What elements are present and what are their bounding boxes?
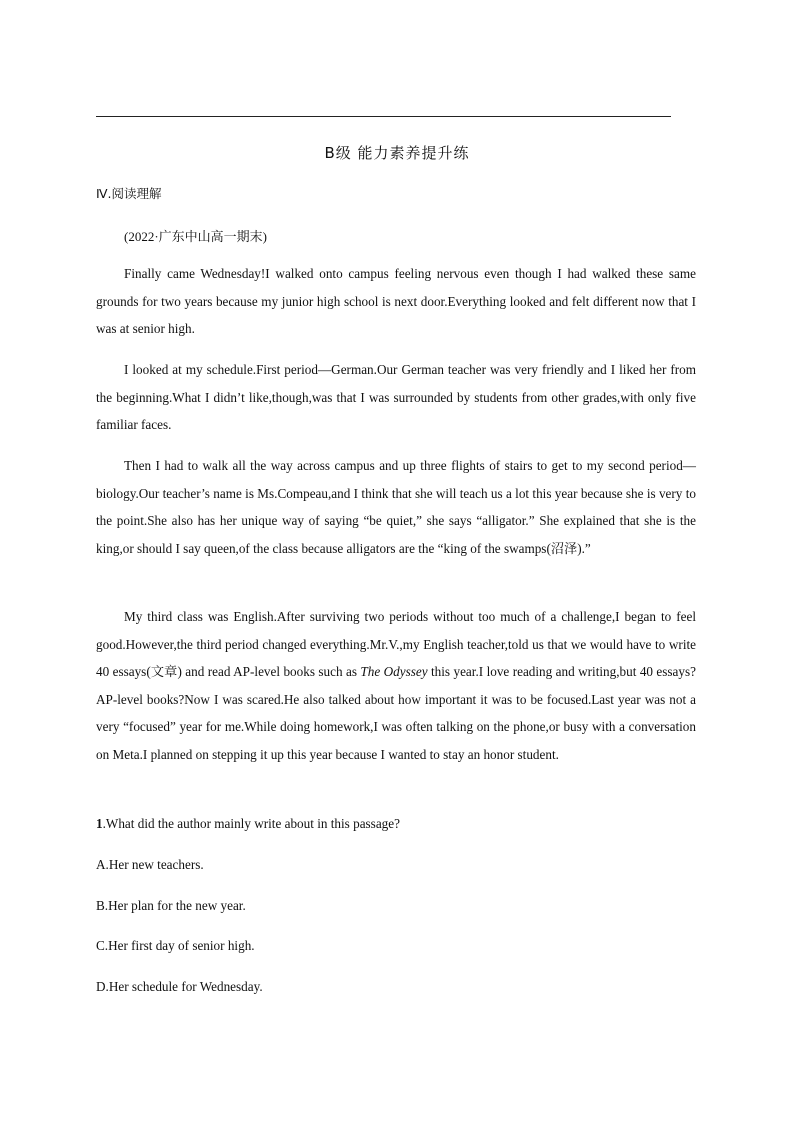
passage-paragraph-1: Finally came Wednesday!I walked onto campus feeling nervous even though I had walked these same grounds for two years because my junior high school is next door.Everything looked and felt different now that I was at senior high. <box>96 266 696 337</box>
option-b: B.Her plan for the new year. <box>96 898 246 913</box>
passage-paragraph-4 <box>96 603 696 769</box>
passage-paragraph-3: Then I had to walk all the way across campus and up three flights of stairs to get to my second period—biology.Our teacher’s name is Ms.Compeau,and I think that she will teach us a lot this year because she is very to the point.She also has her unique way of saying “be quiet,” she says “alligator.” She explained that she is the king,or should I say queen,of the class because alligators are the “king of the swamps(沼泽).” <box>96 458 696 556</box>
passage-source: (2022·广东中山高一期末) <box>124 229 267 244</box>
paragraph-4-text-start: My third class was English.After surviving two periods without too much of a challenge,I began to feel good.However,the third period changed everything.Mr.V.,my English teacher,told us that we would have to write 40 essays(文章) and read AP-level books such as <box>96 609 696 680</box>
option-c: C.Her first day of senior high. <box>96 938 255 953</box>
book-title: The Odyssey <box>360 664 428 680</box>
question-number: 1 <box>96 816 103 831</box>
header-rule <box>96 116 671 117</box>
paragraph-4-text-end: this year.I love reading and writing,but 40 essays?AP-level books?Now I was scared.He also talked about how important it was to be focused.Last year was not a very “focused” year for me.While doing homework,I was often talking on the phone,or busy with a conversation on Meta.I planned on stepping it up this year because I wanted to stay an honor student. <box>96 664 696 762</box>
question-1 <box>96 816 400 832</box>
passage-paragraph-2: I looked at my schedule.First period—German.Our German teacher was very friendly and I liked her from the beginning.What I didn’t like,though,was that I was surrounded by students from other grades,with only five familiar faces. <box>96 362 696 433</box>
option-a: A.Her new teachers. <box>96 857 204 872</box>
section-label: Ⅳ.阅读理解 <box>96 186 162 201</box>
page-title: B级 能力素养提升练 <box>324 144 470 162</box>
question-text: .What did the author mainly write about in this passage? <box>102 816 400 831</box>
option-d: D.Her schedule for Wednesday. <box>96 979 263 994</box>
